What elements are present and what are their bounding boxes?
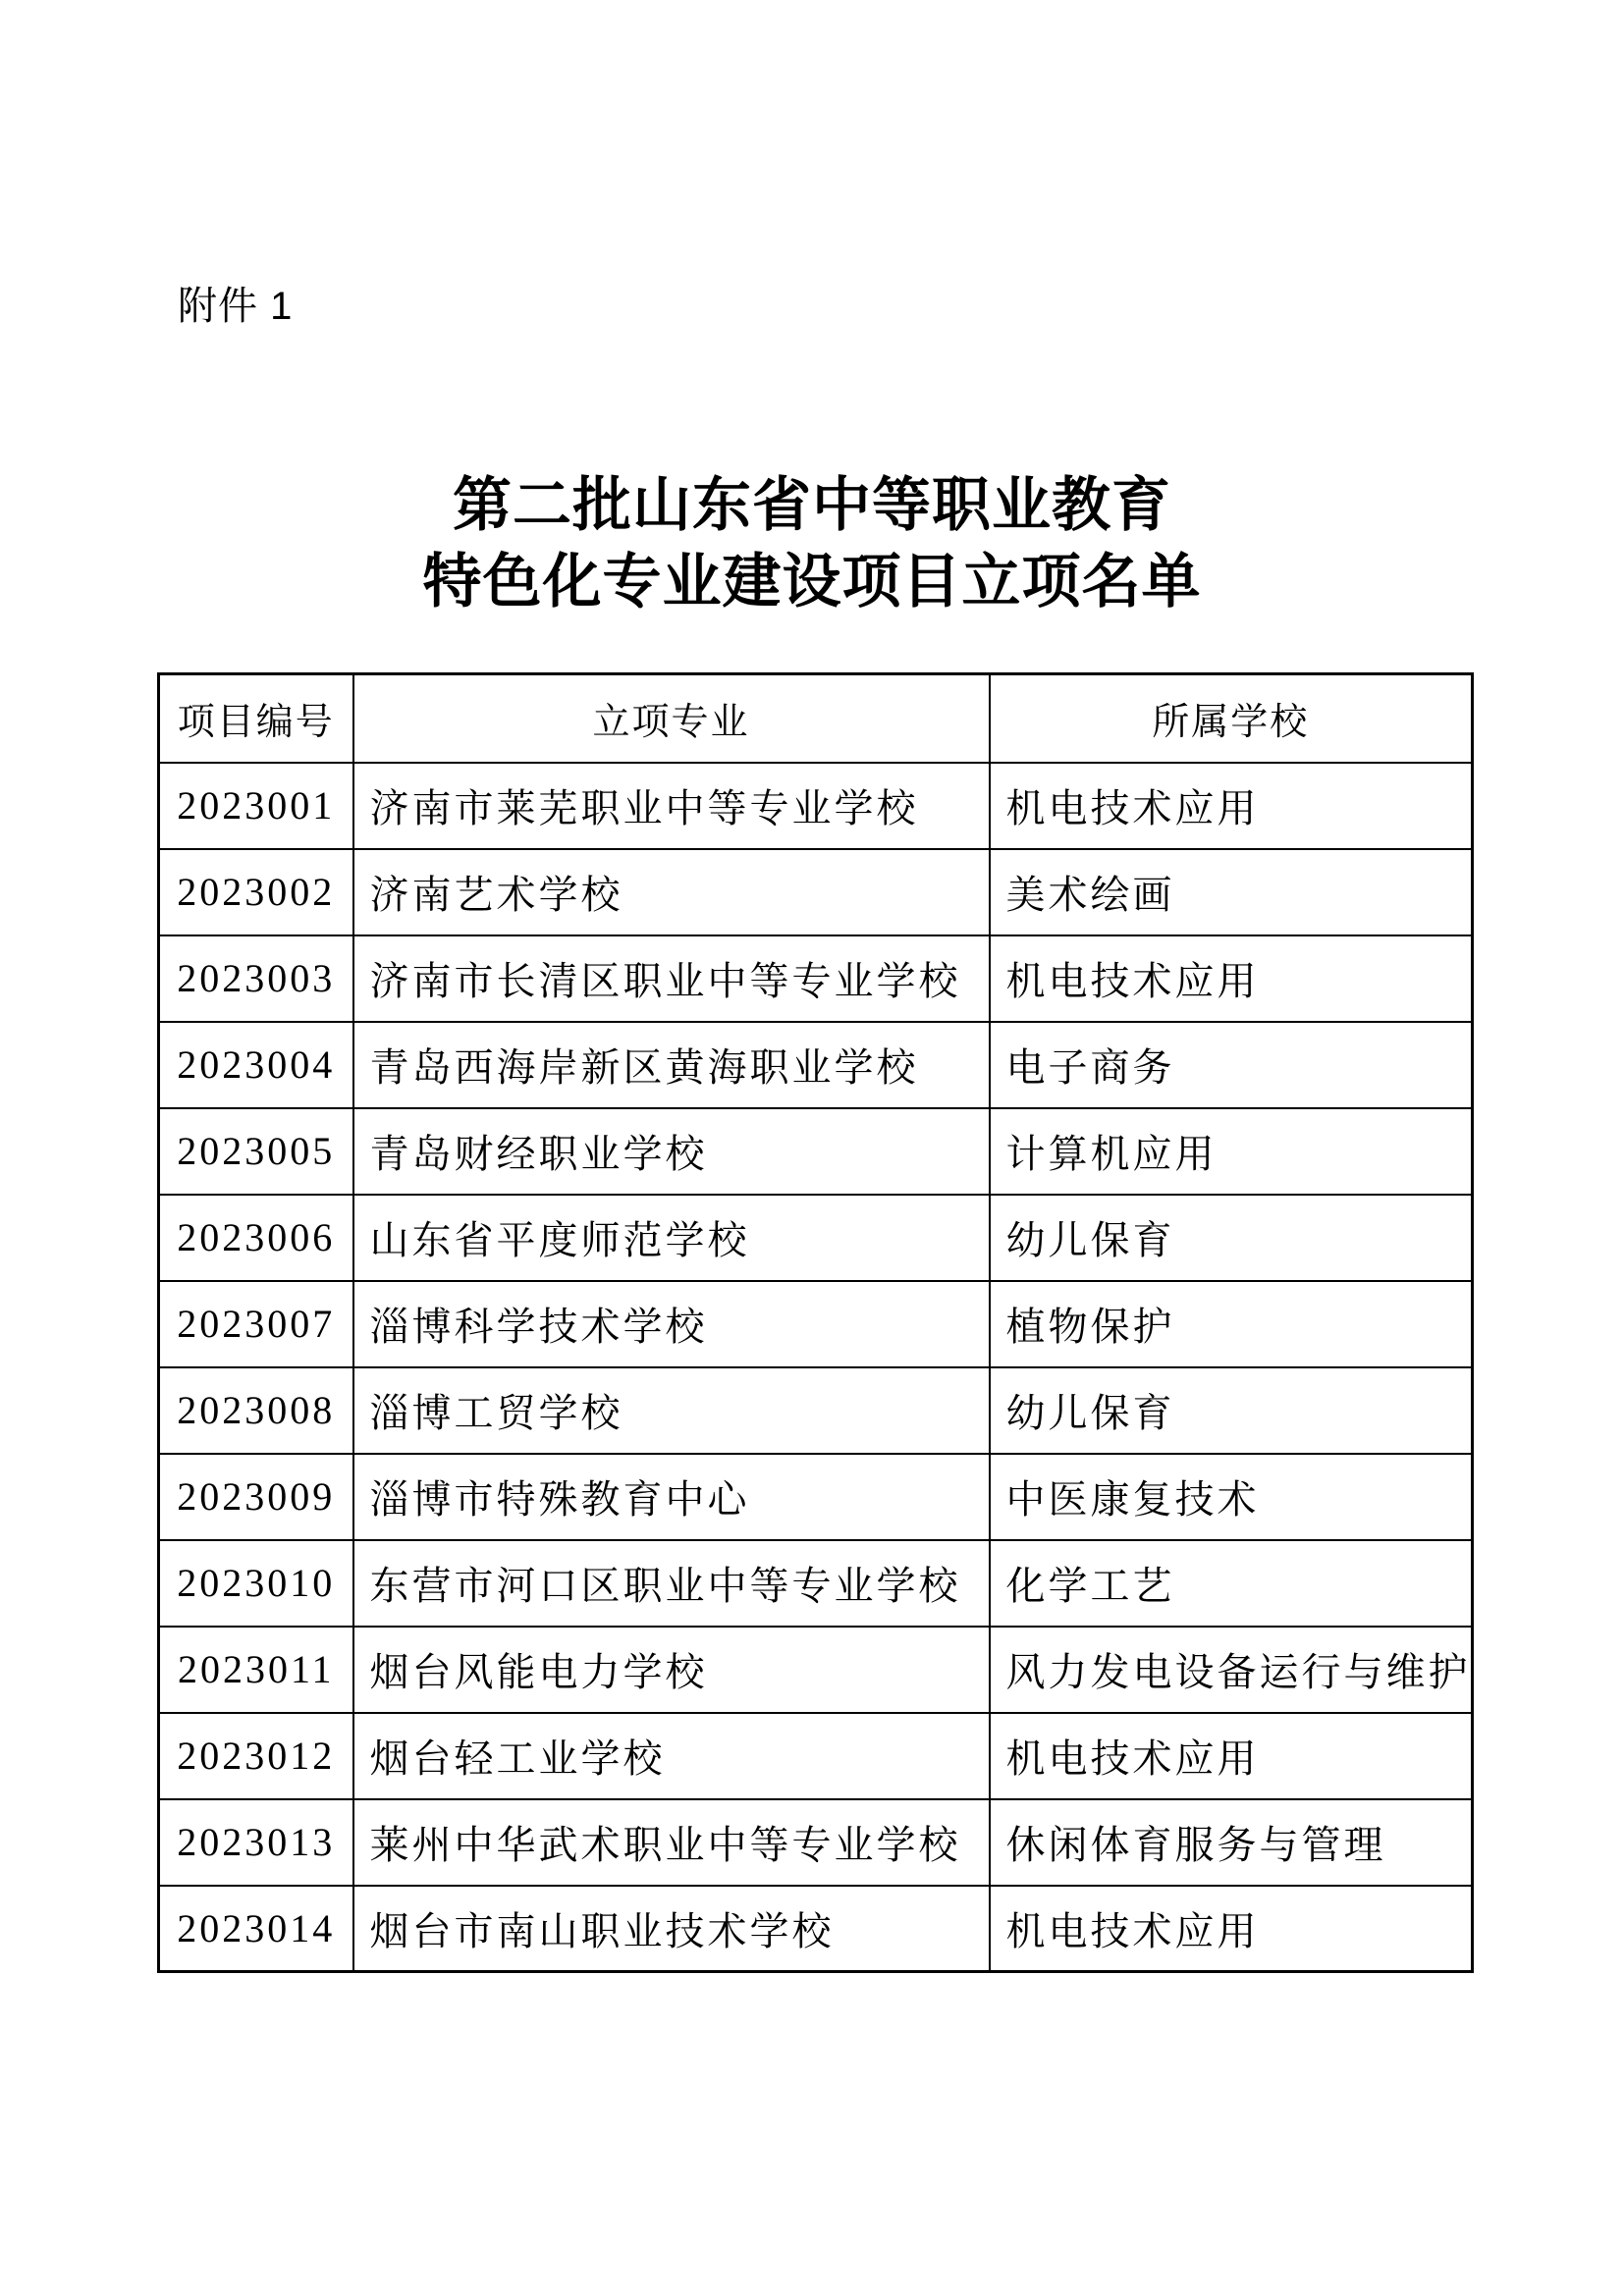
school-name-cell: 淄博工贸学校: [353, 1367, 990, 1454]
school-name-cell: 烟台市南山职业技术学校: [353, 1886, 990, 1972]
school-name-cell: 莱州中华武术职业中等专业学校: [353, 1799, 990, 1886]
title-line-2: 特色化专业建设项目立项名单: [422, 549, 1202, 614]
table-row: [159, 849, 1473, 935]
specialty-cell: 机电技术应用: [990, 935, 1473, 1022]
project-id-cell: 2023014: [159, 1886, 353, 1972]
table-row: [159, 1540, 1473, 1627]
table-row: [159, 935, 1473, 1022]
project-id-cell: 2023006: [159, 1195, 353, 1281]
project-id-cell: 2023010: [159, 1540, 353, 1627]
project-id-cell: 2023013: [159, 1799, 353, 1886]
table-row: [159, 1713, 1473, 1799]
header-cell-project-id: 项目编号: [159, 674, 353, 763]
table-body: [159, 763, 1473, 1972]
school-name-cell: 淄博科学技术学校: [353, 1281, 990, 1367]
specialty-cell: 化学工艺: [990, 1540, 1473, 1627]
table-row: [159, 1281, 1473, 1367]
specialty-cell: 植物保护: [990, 1281, 1473, 1367]
project-id-cell: 2023008: [159, 1367, 353, 1454]
table-row: [159, 1454, 1473, 1540]
table-row: [159, 1886, 1473, 1972]
title-line-1: 第二批山东省中等职业教育: [453, 472, 1171, 538]
specialty-cell: 机电技术应用: [990, 1886, 1473, 1972]
project-id-cell: 2023012: [159, 1713, 353, 1799]
school-name-cell: 青岛西海岸新区黄海职业学校: [353, 1022, 990, 1108]
header-cell-affiliated-school: 所属学校: [990, 674, 1473, 763]
project-id-cell: 2023002: [159, 849, 353, 935]
school-name-cell: 青岛财经职业学校: [353, 1108, 990, 1195]
project-id-cell: 2023003: [159, 935, 353, 1022]
specialty-cell: 机电技术应用: [990, 763, 1473, 849]
table-header-row: [159, 674, 1473, 763]
project-id-cell: 2023001: [159, 763, 353, 849]
projects-table: [157, 672, 1474, 1973]
school-name-cell: 东营市河口区职业中等专业学校: [353, 1540, 990, 1627]
header-cell-approved-specialty: 立项专业: [353, 674, 990, 763]
school-name-cell: 山东省平度师范学校: [353, 1195, 990, 1281]
specialty-cell: 美术绘画: [990, 849, 1473, 935]
table-row: [159, 1108, 1473, 1195]
school-name-cell: 烟台轻工业学校: [353, 1713, 990, 1799]
project-id-cell: 2023009: [159, 1454, 353, 1540]
document-title: [0, 467, 1624, 620]
school-name-cell: 淄博市特殊教育中心: [353, 1454, 990, 1540]
table-row: [159, 1367, 1473, 1454]
school-name-cell: 济南艺术学校: [353, 849, 990, 935]
table-row: [159, 1799, 1473, 1886]
specialty-cell: 机电技术应用: [990, 1713, 1473, 1799]
school-name-cell: 济南市长清区职业中等专业学校: [353, 935, 990, 1022]
attachment-label: 附件 1: [178, 285, 294, 328]
table-row: [159, 1195, 1473, 1281]
specialty-cell: 幼儿保育: [990, 1195, 1473, 1281]
table-row: [159, 1627, 1473, 1713]
project-id-cell: 2023004: [159, 1022, 353, 1108]
project-id-cell: 2023005: [159, 1108, 353, 1195]
school-name-cell: 济南市莱芜职业中等专业学校: [353, 763, 990, 849]
specialty-cell: 中医康复技术: [990, 1454, 1473, 1540]
table-row: [159, 1022, 1473, 1108]
specialty-cell: 幼儿保育: [990, 1367, 1473, 1454]
specialty-cell: 风力发电设备运行与维护: [990, 1627, 1473, 1713]
specialty-cell: 电子商务: [990, 1022, 1473, 1108]
specialty-cell: 计算机应用: [990, 1108, 1473, 1195]
school-name-cell: 烟台风能电力学校: [353, 1627, 990, 1713]
project-id-cell: 2023007: [159, 1281, 353, 1367]
specialty-cell: 休闲体育服务与管理: [990, 1799, 1473, 1886]
project-id-cell: 2023011: [159, 1627, 353, 1713]
table-row: [159, 763, 1473, 849]
